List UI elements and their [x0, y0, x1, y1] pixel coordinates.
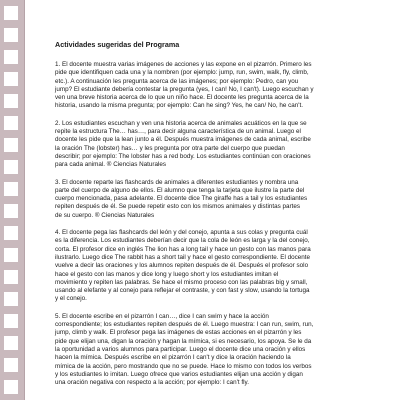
paragraph-line: corta. El profesor dice en inglés The lion has a long tail y hace un gesto con las manos para	[55, 245, 311, 253]
film-strip-border	[0, 0, 25, 400]
paragraph-line: es la diferencia. Los estudiantes deberían decir que la cola de león es larga y la del conejo,	[55, 237, 310, 245]
paragraph-line: una oración negativa con respecto a la acción; por ejemplo: I can't fly.	[55, 379, 249, 387]
activity-list	[55, 61, 385, 387]
paragraph-line: pide que elijan una, digan la oración y hagan la mímica, si es necesario, los apoya. Se le da	[55, 337, 312, 345]
paragraph-line: pide que identifiquen cada una y la nombren (por ejemplo: jump, run, swim, walk, fly, climb,	[55, 69, 309, 77]
perforation-hole	[4, 314, 18, 328]
paragraph-line: 5. El docente escribe en el pizarrón I can…, dice I can swim y hace la acción	[55, 312, 269, 320]
paragraph-line: parte del cuerpo de alguno de ellos. El alumno que tenga la tarjeta que ilustre la parte del	[55, 186, 305, 194]
paragraph-line: repiten después de él. Se puede repetir esto con los mismos animales y distintas partes	[55, 203, 301, 211]
section-heading: Actividades sugeridas del Programa	[55, 40, 180, 49]
paragraph-line: hacen la mímica. Después escribe en el pizarrón I can't y dice la oración haciendo la	[55, 354, 291, 362]
perforation-hole	[4, 182, 18, 196]
perforation-hole	[4, 138, 18, 152]
activity-paragraph	[55, 120, 385, 170]
perforation-hole	[4, 336, 18, 350]
perforation-hole	[4, 380, 18, 394]
perforation-hole	[4, 72, 18, 86]
paragraph-line: de su cuerpo. ® Ciencias Naturales	[55, 211, 155, 219]
paragraph-line: la oración The (lobster) has… y les pregunta por otra parte del cuerpo que puedan	[55, 144, 285, 152]
paragraph-line: usando al elefante y al conejo para reflejar el contraste, y con fast y slow, usando la tortuga	[55, 287, 310, 295]
activity-paragraph	[55, 229, 385, 304]
activity-paragraph	[55, 61, 385, 111]
paragraph-line: describir; por ejemplo: The lobster has a red body. Los estudiantes continúan con oraciones	[55, 152, 311, 160]
perforation-hole	[4, 160, 18, 174]
paragraph-line: ven una breve historia acerca de lo que un niño hace. El docente les pregunta acerca de la	[55, 94, 309, 102]
paragraph-line: hace el gesto con las manos y dice long y luego short y los estudiantes imitan el	[55, 270, 279, 278]
perforation-hole	[4, 248, 18, 262]
paragraph-line: jump? El estudiante debería contestar la pregunta (yes, I can! No, I can't). Luego escuchan y	[55, 85, 314, 93]
perforation-hole	[4, 270, 18, 284]
paragraph-line: la oportunidad a varios alumnos para participar. Luego el docente dice una oración y ellos	[55, 345, 306, 353]
paragraph-line: movimiento y repiten las palabras. Se hace el mismo proceso con las palabras big y small,	[55, 278, 308, 286]
paragraph-line: 4. El docente pega las flashcards del león y del conejo, apunta a sus colas y pregunta cuál	[55, 229, 308, 237]
paragraph-line: 1. El docente muestra varias imágenes de acciones y las expone en el pizarrón. Primero les	[55, 61, 312, 68]
paragraph-line: mímica de la acción, pero mostrando que no se puede. Hace lo mismo con todos los verbos	[55, 362, 312, 370]
paragraph-line: cuerpo mencionada, pasa adelante. El docente dice The giraffe has a tail y los estudiantes	[55, 195, 308, 203]
perforation-hole	[4, 6, 18, 20]
paragraph-line: 3. El docente reparte las flashcards de animales a diferentes estudiantes y nombra una	[55, 178, 299, 186]
perforation-hole	[4, 94, 18, 108]
activity-paragraph	[55, 179, 385, 220]
paragraph-line: ilustrarlo. Luego dice The rabbit has a short tail y hace el gesto correspondiente. El docente	[55, 253, 311, 261]
paragraph-line: correspondiente; los estudiantes repiten después de él. Luego muestra: I can run, swim, run,	[55, 321, 314, 329]
paragraph-line: jump, climb y walk. El profesor pega las imágenes de estas acciones en el pizarrón y les	[55, 329, 302, 337]
perforation-hole	[4, 358, 18, 372]
paragraph-line: docente les pide que la lean junto a él. Después muestra imágenes de cada animal, escribe	[55, 136, 311, 144]
paragraph-line: y el conejo.	[55, 295, 87, 303]
perforation-hole	[4, 226, 18, 240]
paragraph-line: vuelve a decir las oraciones y los alumnos repiten después de él. Después el profesor solo	[55, 262, 309, 270]
paragraph-line: repite la estructura The… has…, para decir alguna característica de un animal. Luego el	[55, 128, 301, 136]
paragraph-line: etc.). A continuación les pregunta acerca de las imágenes; por ejemplo: Pedro, can you	[55, 77, 299, 85]
paragraph-line: historia, usando la misma pregunta; por ejemplo: Can he sing? Yes, he can/ No, he can't.	[55, 102, 303, 110]
perforation-hole	[4, 116, 18, 130]
perforation-hole	[4, 50, 18, 64]
paragraph-line: 2. Los estudiantes escuchan y ven una historia acerca de animales acuáticos en la que se	[55, 119, 307, 127]
paragraph-line: y los estudiantes lo imitan. Luego ofrece que varios estudiantes elijan una acción y digan	[55, 370, 303, 378]
document-page	[55, 40, 385, 396]
perforation-hole	[4, 28, 18, 42]
perforation-hole	[4, 292, 18, 306]
perforation-hole	[4, 204, 18, 218]
paragraph-line: para cada animal. ® Ciencias Naturales	[55, 161, 167, 169]
activity-paragraph	[55, 313, 385, 388]
